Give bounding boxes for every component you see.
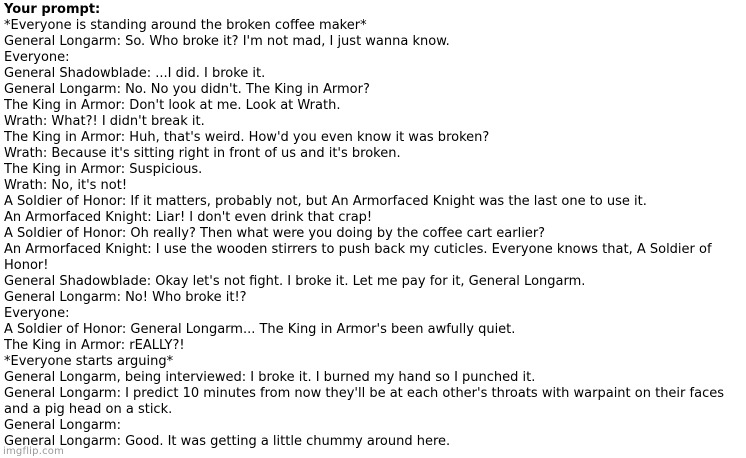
transcript-line: General Longarm: No! Who broke it!? xyxy=(4,290,247,305)
transcript-line: Everyone: xyxy=(4,50,70,65)
transcript xyxy=(4,18,742,450)
transcript-line: A Soldier of Honor: Oh really? Then what were you doing by the coffee cart earlier? xyxy=(4,226,546,241)
transcript-line: A Soldier of Honor: General Longarm... The King in Armor's been awfully quiet. xyxy=(4,322,516,337)
transcript-line: General Shadowblade: ...I did. I broke it. xyxy=(4,66,266,81)
transcript-line: An Armorfaced Knight: Liar! I don't even drink that crap! xyxy=(4,210,373,225)
transcript-line: General Longarm: xyxy=(4,418,121,433)
transcript-line: The King in Armor: rEALLY?! xyxy=(4,338,185,353)
transcript-line: Wrath: What?! I didn't break it. xyxy=(4,114,205,129)
transcript-line: The King in Armor: Don't look at me. Look at Wrath. xyxy=(4,98,341,113)
transcript-line: *Everyone starts arguing* xyxy=(4,354,174,369)
transcript-line: General Longarm: Good. It was getting a little chummy around here. xyxy=(4,434,451,449)
imgflip-watermark: imgflip.com xyxy=(3,446,65,457)
transcript-line: General Longarm: I predict 10 minutes from now they'll be at each other's throats with warpaint on their faces and a pig head on a stick. xyxy=(4,386,724,417)
transcript-line: General Longarm: So. Who broke it? I'm not mad, I just wanna know. xyxy=(4,34,450,49)
transcript-line: Everyone: xyxy=(4,306,70,321)
transcript-line: Wrath: No, it's not! xyxy=(4,178,128,193)
transcript-line: The King in Armor: Suspicious. xyxy=(4,162,203,177)
transcript-line: General Shadowblade: Okay let's not fight. I broke it. Let me pay for it, General Longarm. xyxy=(4,274,586,289)
transcript-line: The King in Armor: Huh, that's weird. How'd you even know it was broken? xyxy=(4,130,490,145)
transcript-line: An Armorfaced Knight: I use the wooden stirrers to push back my cuticles. Everyone knows that, A Soldier of Honor! xyxy=(4,242,712,273)
transcript-line: A Soldier of Honor: If it matters, probably not, but An Armorfaced Knight was the last one to use it. xyxy=(4,194,647,209)
transcript-line: *Everyone is standing around the broken coffee maker* xyxy=(4,18,367,33)
prompt-header: Your prompt: xyxy=(4,2,101,17)
transcript-line: General Longarm: No. No you didn't. The King in Armor? xyxy=(4,82,370,97)
transcript-line: General Longarm, being interviewed: I broke it. I burned my hand so I punched it. xyxy=(4,370,536,385)
transcript-line: Wrath: Because it's sitting right in front of us and it's broken. xyxy=(4,146,401,161)
